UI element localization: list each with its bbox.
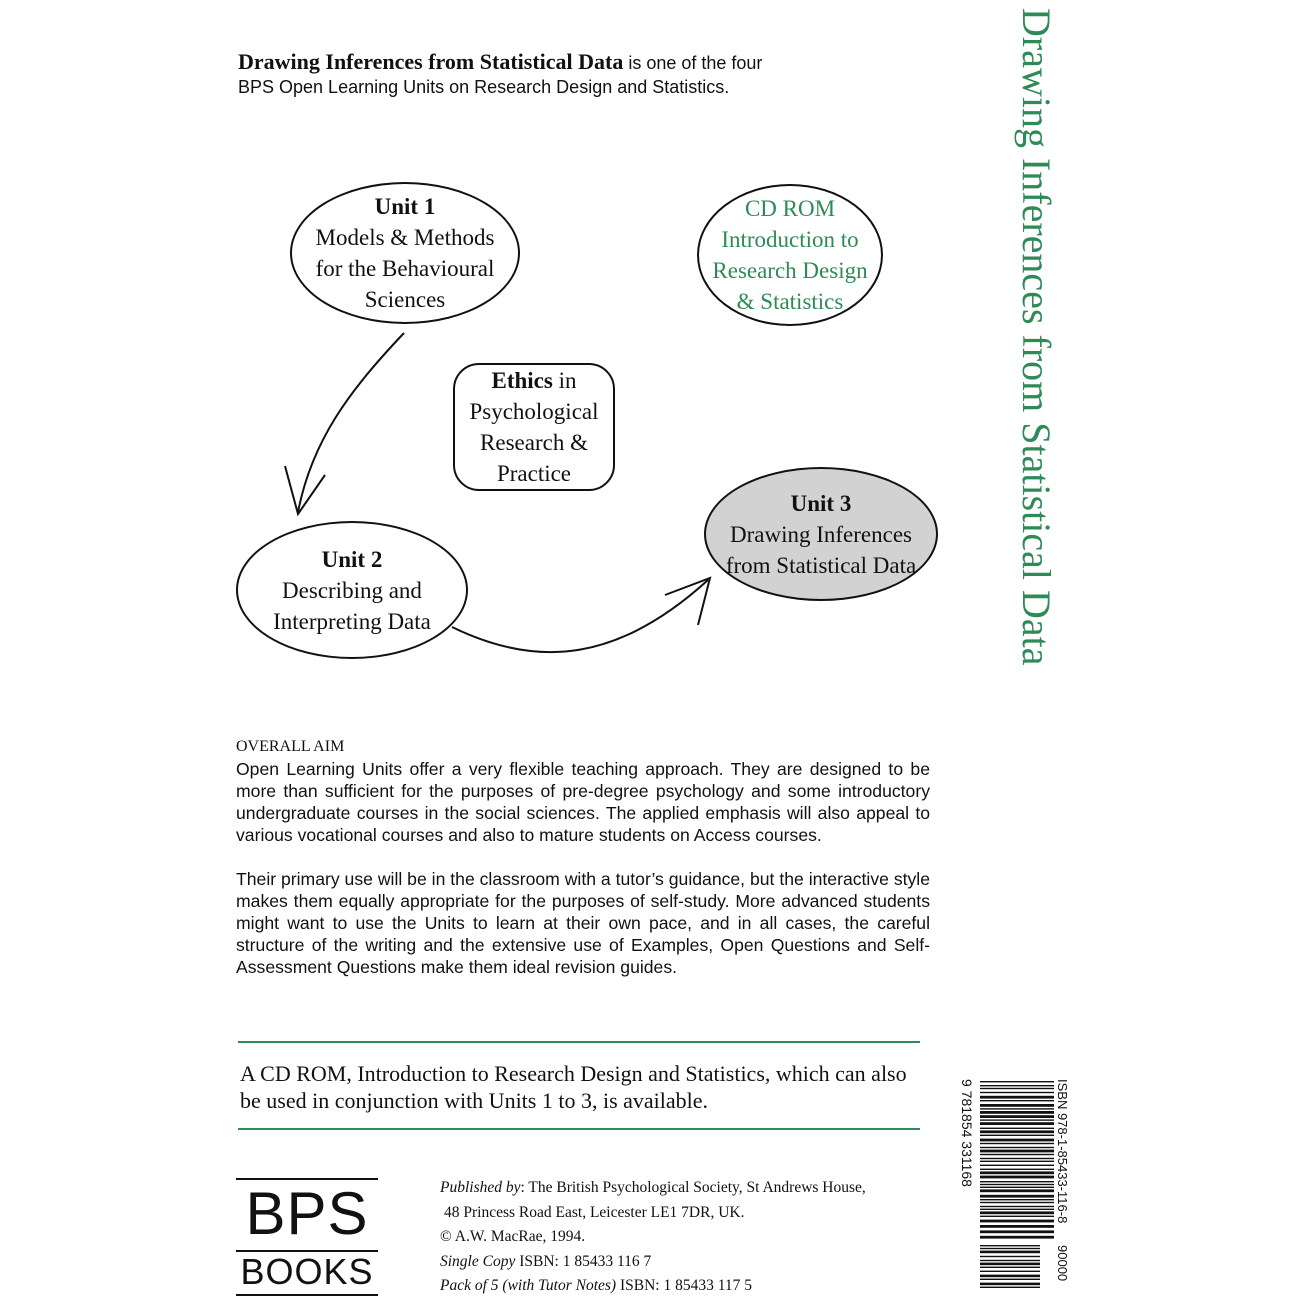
spine-title — [1014, 8, 1059, 748]
intro-rest: is one of the four — [623, 53, 763, 73]
pack-label: Pack of 5 (with Tutor Notes) — [440, 1277, 617, 1294]
cd-rom-notice: A CD ROM, Introduction to Research Design and Statistics, which can also be used in conjunction with Units 1 to 3, is available. — [240, 1061, 907, 1113]
unit3-node — [704, 467, 938, 601]
arrowhead-unit2-to-unit3 — [665, 578, 710, 625]
unit1-heading: Unit 1 — [374, 194, 436, 219]
barcode-bars — [980, 1081, 1054, 1288]
unit1-node — [290, 182, 520, 324]
unit2-node — [236, 521, 468, 659]
unit3-line: from Statistical Data — [725, 552, 917, 578]
ethics-line: Practice — [496, 461, 572, 486]
bps-books-logo — [236, 1178, 378, 1296]
pack-isbn: ISBN: 1 85433 117 5 — [616, 1277, 753, 1294]
intro-title: Drawing Inferences from Statistical Data — [238, 49, 624, 74]
unit2-line: Interpreting Data — [273, 608, 431, 634]
barcode-addon: 90000 — [1055, 1245, 1070, 1282]
cdrom-node — [697, 184, 883, 326]
logo-books: BOOKS — [240, 1251, 374, 1292]
arrow-unit2-to-unit3 — [452, 580, 708, 652]
single-copy-isbn: ISBN: 1 85433 116 7 — [515, 1252, 652, 1270]
divider-bottom — [238, 1128, 920, 1130]
ethics-heading-rest: in — [552, 368, 577, 393]
ethics-heading: Ethics — [491, 368, 553, 393]
spine-title-text: Drawing Inferences from Statistical Data — [1014, 8, 1059, 666]
published-by-text: : The British Psychological Society, St Andrews House, — [520, 1179, 866, 1196]
publisher-address: 48 Princess Road East, Leicester LE1 7DR, UK. — [444, 1203, 745, 1221]
isbn-barcode — [959, 1077, 1072, 1291]
single-copy-label: Single Copy — [440, 1252, 516, 1270]
ethics-line: Research & — [480, 430, 588, 455]
arrowhead-unit1-to-unit2 — [285, 466, 325, 514]
unit1-line: Sciences — [364, 287, 446, 312]
unit1-line: for the Behavioural — [315, 256, 495, 281]
logo-bps: BPS — [245, 1180, 369, 1247]
unit3-line: Drawing Inferences — [730, 521, 912, 547]
cdrom-line: & Statistics — [736, 289, 844, 314]
cdrom-line: Introduction to — [721, 227, 859, 252]
aim-paragraph: Their primary use will be in the classroom with a tutor’s guidance, but the interactive style makes them equally appropriate for the purposes of self-study. More advanced students might want to use the Units to learn at their own pace, and in all cases, the careful structure of the writing and the extensive use of Examples, Open Questions and Self-Assessment Questions make them ideal revision guides. — [236, 869, 930, 977]
barcode-digits: 9 781854 331168 — [959, 1079, 975, 1187]
published-by-label: Published by — [440, 1179, 521, 1196]
publisher-info — [440, 1176, 910, 1299]
cdrom-line: Research Design — [712, 258, 868, 283]
unit2-line: Describing and — [282, 577, 422, 603]
barcode-isbn-label: ISBN 978-1-85433-116-8 — [1055, 1079, 1070, 1224]
unit2-heading: Unit 2 — [321, 546, 383, 572]
ethics-node — [453, 363, 615, 491]
intro-line2: BPS Open Learning Units on Research Design and Statistics. — [238, 77, 730, 97]
logo-rule-bottom — [236, 1294, 378, 1296]
unit1-line: Models & Methods — [315, 225, 495, 250]
arrow-unit1-to-unit2 — [298, 333, 404, 512]
overall-aim-section — [236, 736, 930, 1000]
unit3-heading: Unit 3 — [790, 490, 852, 516]
intro-text — [238, 50, 878, 99]
copyright-line: © A.W. MacRae, 1994. — [440, 1228, 586, 1245]
cdrom-line: CD ROM — [744, 196, 836, 221]
aim-paragraph: Open Learning Units offer a very flexible teaching approach. They are designed to be more than sufficient for the purposes of pre-degree psychology and some introductory undergraduate courses in the social sciences. The applied emphasis will also appeal to various vocational courses and also to mature students on Access courses. — [236, 759, 930, 845]
ethics-line: Psychological — [469, 399, 599, 424]
overall-aim-heading: OVERALL AIM — [236, 738, 345, 755]
divider-top — [238, 1041, 920, 1043]
